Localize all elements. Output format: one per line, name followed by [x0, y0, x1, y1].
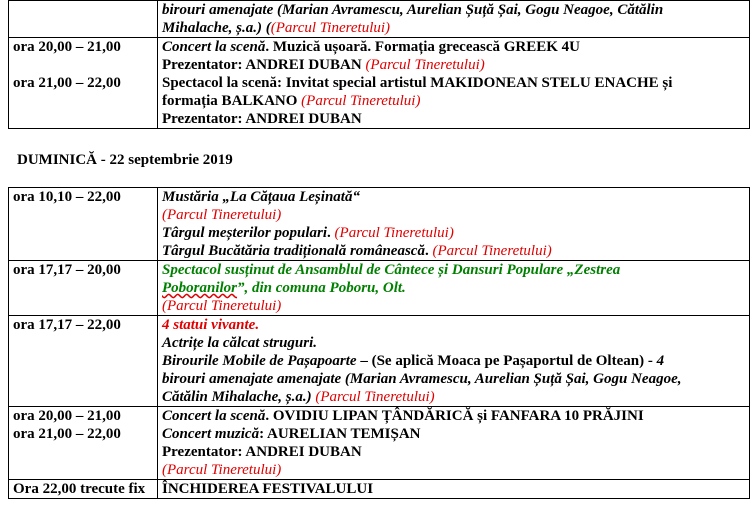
- description-line: [162, 297, 745, 315]
- text-segment: Spectacol susținut de Ansamblul de Cântece și Dansuri Populare „Zestrea: [162, 262, 621, 278]
- text-segment: (Parcul Tineretului): [162, 298, 282, 314]
- day-heading: DUMINICĂ - 22 septembrie 2019: [17, 152, 233, 168]
- description-cell: [158, 1, 750, 38]
- text-segment: 4 statui vivante.: [162, 317, 260, 333]
- text-segment: Actrițe la călcat struguri.: [162, 335, 318, 351]
- time-slot: ora 21,00 – 22,00: [13, 426, 121, 442]
- time-cell: [9, 407, 158, 480]
- text-segment: Prezentator: ANDREI DUBAN: [162, 111, 362, 127]
- description-line: [162, 188, 745, 206]
- description-line: [162, 480, 745, 498]
- description-cell: [158, 480, 750, 499]
- schedule-row: [9, 261, 750, 316]
- time-cell: [9, 480, 158, 499]
- text-segment: .: [327, 225, 335, 241]
- text-segment: birouri amenajate (Marian Avramescu, Aurelian Șuță Șai, Gogu Neagoe, Cătălin: [162, 2, 664, 18]
- text-segment: : AURELIAN TEMIȘAN: [259, 426, 421, 442]
- description-line: [162, 443, 745, 461]
- text-segment: Poboranilor: [162, 280, 238, 296]
- description-cell: [158, 261, 750, 316]
- text-segment: (Parcul Tineretului): [432, 243, 552, 259]
- description-line: [162, 388, 745, 406]
- schedule-row: [9, 480, 750, 499]
- text-segment: (Parcul Tineretului): [270, 20, 391, 36]
- description-cell: [158, 188, 750, 261]
- description-cell: [158, 316, 750, 407]
- description-line: [162, 19, 745, 37]
- description-line: [162, 334, 745, 352]
- text-segment: (Parcul Tineretului): [162, 207, 282, 223]
- description-line: [162, 261, 745, 279]
- time-slot: ora 10,10 – 22,00: [13, 189, 121, 205]
- time-cell: [9, 261, 158, 316]
- text-segment: .: [424, 243, 433, 259]
- schedule-table-sunday: [8, 187, 750, 499]
- time-slot: Ora 22,00 trecute fix: [13, 481, 146, 497]
- description-line: [162, 206, 745, 224]
- time-slot: ora 20,00 – 21,00: [13, 408, 121, 424]
- text-segment: Prezentator: ANDREI DUBAN: [162, 57, 366, 73]
- text-segment: (Parcul Tineretului): [301, 93, 421, 109]
- description-line: [162, 316, 745, 334]
- text-segment: . Muzică ușoară. Formația grecească GREEK 4U: [265, 39, 581, 55]
- description-line: [162, 425, 745, 443]
- description-line: [162, 407, 745, 425]
- text-segment: – (Se aplică Moaca pe Pașaportul de Oltean) -: [356, 353, 657, 369]
- description-cell: [158, 407, 750, 480]
- text-segment: Cătălin Mihalache, ș.a.): [162, 389, 316, 405]
- text-segment: birouri amenajate amenajate (Marian Avramescu, Aurelian Șuță Șai, Gogu Neagoe,: [162, 371, 682, 387]
- description-line: [162, 242, 745, 260]
- description-line: [162, 56, 745, 74]
- time-cell: [9, 38, 158, 129]
- text-segment: Birourile Mobile de Pașapoarte: [162, 353, 357, 369]
- text-segment: . OVIDIU LIPAN ȚÂNDĂRICĂ și FANFARA 10 PRĂJINI: [265, 408, 644, 424]
- time-slot: ora 17,17 – 20,00: [13, 262, 121, 278]
- text-segment: Târgul Bucătăria tradițională românească: [162, 243, 425, 259]
- description-line: [162, 461, 745, 479]
- text-segment: 4: [656, 353, 665, 369]
- description-line: [162, 224, 745, 242]
- time-slot: [13, 92, 153, 110]
- time-slot: ora 20,00 – 21,00: [13, 39, 121, 55]
- text-segment: Concert la scenă: [162, 39, 266, 55]
- schedule-row: [9, 38, 750, 129]
- text-segment: (Parcul Tineretului): [315, 389, 435, 405]
- text-segment: Concert la scenă: [162, 408, 266, 424]
- text-segment: Târgul meșterilor populari: [162, 225, 328, 241]
- description-line: [162, 352, 745, 370]
- description-line: [162, 370, 745, 388]
- description-line: [162, 92, 745, 110]
- description-line: [162, 38, 745, 56]
- text-segment: Spectacol la scenă: Invitat special artistul MAKIDONEAN STELU ENACHE și: [162, 75, 673, 91]
- schedule-row: [9, 188, 750, 261]
- description-line: [162, 110, 745, 128]
- time-slot: [13, 56, 153, 74]
- text-segment: Mustăria „La Cățaua Leșinată“: [162, 189, 360, 205]
- schedule-row: [9, 407, 750, 480]
- time-cell: [9, 188, 158, 261]
- description-line: [162, 279, 745, 297]
- time-cell: [9, 316, 158, 407]
- description-cell: [158, 38, 750, 129]
- text-segment: Concert muzică: [162, 426, 260, 442]
- text-segment: ÎNCHIDEREA FESTIVALULUI: [162, 481, 374, 497]
- text-segment: Mihalache, ș.a.) (: [162, 20, 271, 36]
- time-slot: ora 17,17 – 22,00: [13, 317, 121, 333]
- text-segment: (Parcul Tineretului): [334, 225, 454, 241]
- time-cell: [9, 1, 158, 38]
- schedule-row: [9, 1, 750, 38]
- schedule-table-body: [9, 1, 750, 129]
- schedule-row: [9, 316, 750, 407]
- text-segment: ”, din comuna Poboru, Olt.: [237, 280, 406, 296]
- text-segment: formația BALKANO: [162, 93, 302, 109]
- text-segment: (Parcul Tineretului): [162, 462, 282, 478]
- schedule-table-continued: [8, 0, 750, 129]
- text-segment: (Parcul Tineretului): [365, 57, 485, 73]
- time-slot: ora 21,00 – 22,00: [13, 75, 121, 91]
- text-segment: Prezentator: ANDREI DUBAN: [162, 444, 362, 460]
- time-slot: [13, 1, 153, 19]
- description-line: [162, 74, 745, 92]
- description-line: [162, 1, 745, 19]
- schedule-table-body: [9, 188, 750, 499]
